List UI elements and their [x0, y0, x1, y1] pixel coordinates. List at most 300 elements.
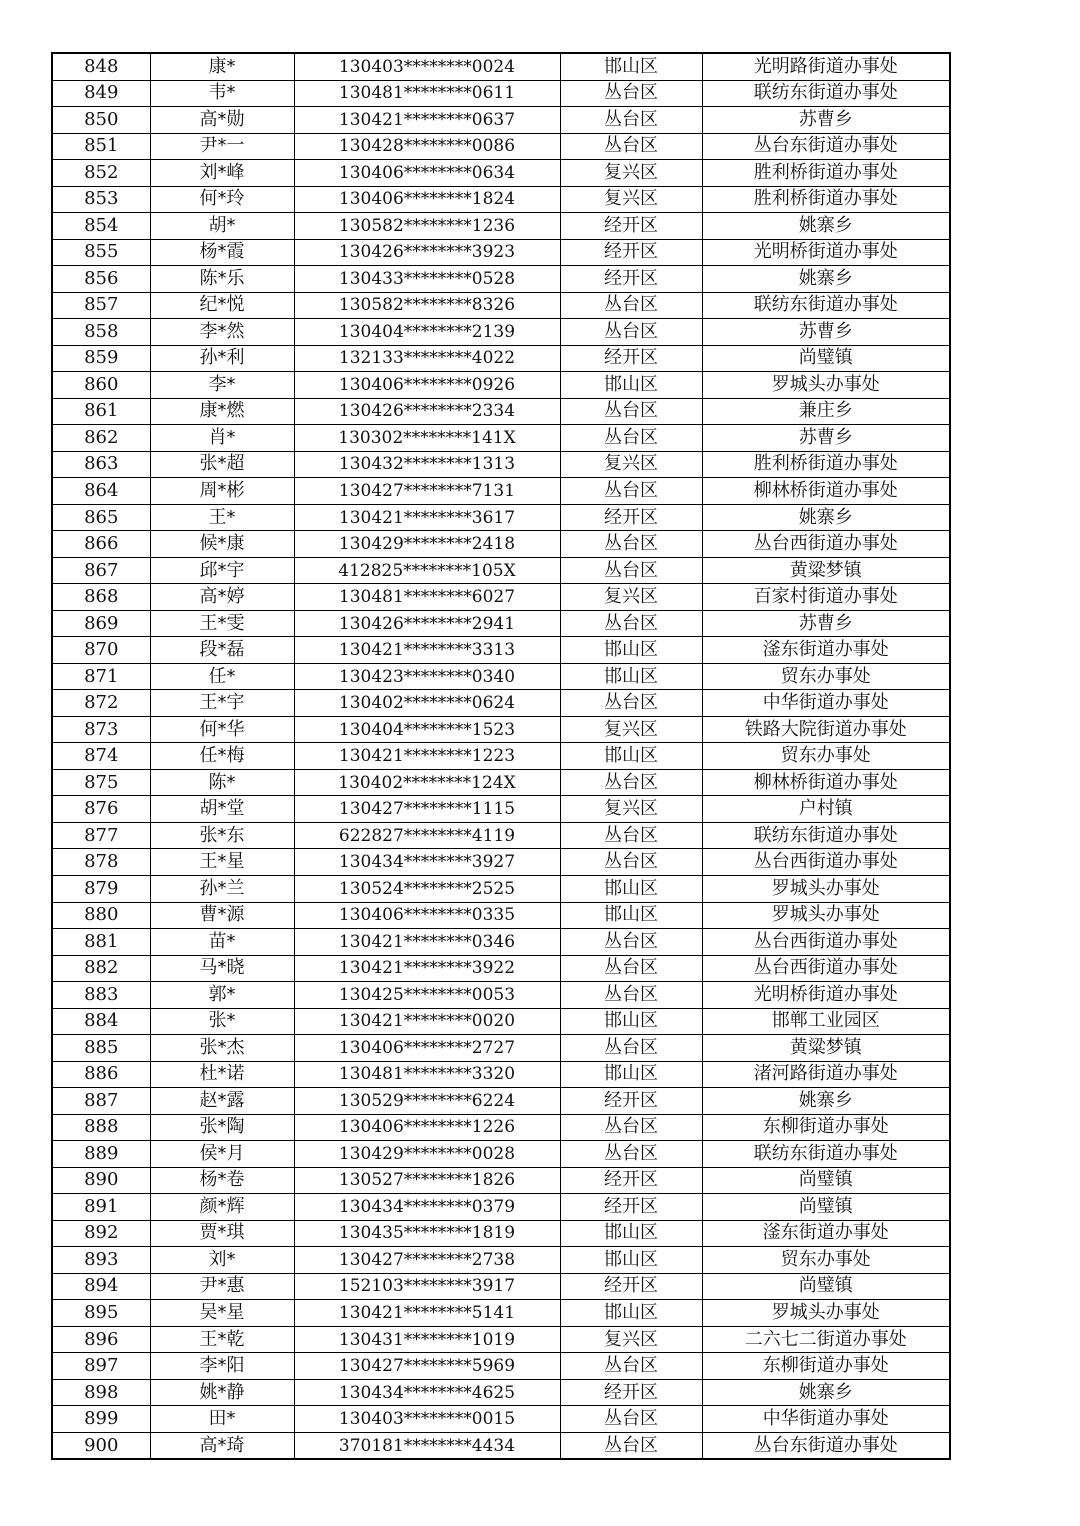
district-cell: 丛台区	[560, 292, 702, 319]
subdistrict-office-cell: 东柳街道办事处	[702, 1114, 950, 1141]
table-row	[52, 398, 950, 425]
subdistrict-office-cell: 丛台西街道办事处	[702, 929, 950, 956]
person-name-cell: 张*陶	[150, 1114, 294, 1141]
person-name-cell: 康*燃	[150, 398, 294, 425]
id-number-cell: 130421********0637	[294, 107, 560, 134]
person-name-cell: 纪*悦	[150, 292, 294, 319]
row-number-cell: 861	[52, 398, 150, 425]
district-cell: 邯山区	[560, 1247, 702, 1274]
roster-table	[51, 52, 951, 1460]
row-number-cell: 852	[52, 160, 150, 187]
row-number-cell: 848	[52, 53, 150, 80]
district-cell: 丛台区	[560, 1035, 702, 1062]
person-name-cell: 贾*琪	[150, 1220, 294, 1247]
person-name-cell: 何*华	[150, 716, 294, 743]
id-number-cell: 130406********0335	[294, 902, 560, 929]
table-row	[52, 875, 950, 902]
row-number-cell: 882	[52, 955, 150, 982]
table-row	[52, 451, 950, 478]
id-number-cell: 130481********3320	[294, 1061, 560, 1088]
person-name-cell: 任*梅	[150, 743, 294, 770]
person-name-cell: 张*东	[150, 822, 294, 849]
person-name-cell: 田*	[150, 1406, 294, 1433]
table-row	[52, 584, 950, 611]
person-name-cell: 王*星	[150, 849, 294, 876]
district-cell: 丛台区	[560, 107, 702, 134]
table-row	[52, 1379, 950, 1406]
subdistrict-office-cell: 滏东街道办事处	[702, 637, 950, 664]
district-cell: 经开区	[560, 213, 702, 240]
id-number-cell: 130421********3617	[294, 504, 560, 531]
row-number-cell: 895	[52, 1300, 150, 1327]
person-name-cell: 王*乾	[150, 1326, 294, 1353]
id-number-cell: 130404********2139	[294, 319, 560, 346]
person-name-cell: 张*	[150, 1008, 294, 1035]
person-name-cell: 颜*辉	[150, 1194, 294, 1221]
row-number-cell: 871	[52, 663, 150, 690]
district-cell: 复兴区	[560, 584, 702, 611]
row-number-cell: 873	[52, 716, 150, 743]
district-cell: 丛台区	[560, 822, 702, 849]
subdistrict-office-cell: 胜利桥街道办事处	[702, 451, 950, 478]
district-cell: 丛台区	[560, 557, 702, 584]
district-cell: 邯山区	[560, 902, 702, 929]
id-number-cell: 130427********1115	[294, 796, 560, 823]
id-number-cell: 130481********0611	[294, 80, 560, 107]
table-row	[52, 80, 950, 107]
district-cell: 经开区	[560, 504, 702, 531]
district-cell: 丛台区	[560, 690, 702, 717]
id-number-cell: 130429********2418	[294, 531, 560, 558]
subdistrict-office-cell: 光明桥街道办事处	[702, 239, 950, 266]
row-number-cell: 864	[52, 478, 150, 505]
row-number-cell: 889	[52, 1141, 150, 1168]
row-number-cell: 899	[52, 1406, 150, 1433]
person-name-cell: 张*超	[150, 451, 294, 478]
person-name-cell: 何*玲	[150, 186, 294, 213]
table-row	[52, 239, 950, 266]
subdistrict-office-cell: 户村镇	[702, 796, 950, 823]
district-cell: 丛台区	[560, 133, 702, 160]
person-name-cell: 孙*兰	[150, 875, 294, 902]
id-number-cell: 130433********0528	[294, 266, 560, 293]
subdistrict-office-cell: 联纺东街道办事处	[702, 1141, 950, 1168]
row-number-cell: 875	[52, 769, 150, 796]
person-name-cell: 任*	[150, 663, 294, 690]
person-name-cell: 李*阳	[150, 1353, 294, 1380]
table-row	[52, 266, 950, 293]
subdistrict-office-cell: 胜利桥街道办事处	[702, 186, 950, 213]
district-cell: 经开区	[560, 1194, 702, 1221]
id-number-cell: 130406********2727	[294, 1035, 560, 1062]
id-number-cell: 130403********0024	[294, 53, 560, 80]
district-cell: 丛台区	[560, 1353, 702, 1380]
row-number-cell: 879	[52, 875, 150, 902]
row-number-cell: 851	[52, 133, 150, 160]
person-name-cell: 曹*源	[150, 902, 294, 929]
row-number-cell: 859	[52, 345, 150, 372]
row-number-cell: 892	[52, 1220, 150, 1247]
row-number-cell: 850	[52, 107, 150, 134]
id-number-cell: 132133********4022	[294, 345, 560, 372]
id-number-cell: 130529********6224	[294, 1088, 560, 1115]
id-number-cell: 370181********4434	[294, 1432, 560, 1459]
subdistrict-office-cell: 苏曹乡	[702, 425, 950, 452]
row-number-cell: 896	[52, 1326, 150, 1353]
district-cell: 丛台区	[560, 929, 702, 956]
district-cell: 丛台区	[560, 610, 702, 637]
row-number-cell: 849	[52, 80, 150, 107]
subdistrict-office-cell: 罗城头办事处	[702, 372, 950, 399]
id-number-cell: 130406********0926	[294, 372, 560, 399]
district-cell: 经开区	[560, 239, 702, 266]
row-number-cell: 855	[52, 239, 150, 266]
person-name-cell: 韦*	[150, 80, 294, 107]
id-number-cell: 130427********2738	[294, 1247, 560, 1274]
table-row	[52, 504, 950, 531]
subdistrict-office-cell: 渚河路街道办事处	[702, 1061, 950, 1088]
person-name-cell: 王*	[150, 504, 294, 531]
district-cell: 邯山区	[560, 1008, 702, 1035]
district-cell: 丛台区	[560, 769, 702, 796]
table-row	[52, 1008, 950, 1035]
row-number-cell: 891	[52, 1194, 150, 1221]
row-number-cell: 853	[52, 186, 150, 213]
district-cell: 邯山区	[560, 53, 702, 80]
person-name-cell: 高*勋	[150, 107, 294, 134]
person-name-cell: 康*	[150, 53, 294, 80]
table-row	[52, 1088, 950, 1115]
district-cell: 邯山区	[560, 637, 702, 664]
table-row	[52, 663, 950, 690]
district-cell: 丛台区	[560, 1406, 702, 1433]
district-cell: 经开区	[560, 266, 702, 293]
id-number-cell: 622827********4119	[294, 822, 560, 849]
district-cell: 丛台区	[560, 1114, 702, 1141]
roster-table-body	[52, 53, 950, 1459]
person-name-cell: 王*雯	[150, 610, 294, 637]
person-name-cell: 郭*	[150, 982, 294, 1009]
id-number-cell: 130421********0020	[294, 1008, 560, 1035]
id-number-cell: 130582********8326	[294, 292, 560, 319]
table-row	[52, 1114, 950, 1141]
table-row	[52, 637, 950, 664]
subdistrict-office-cell: 联纺东街道办事处	[702, 80, 950, 107]
table-row	[52, 319, 950, 346]
row-number-cell: 883	[52, 982, 150, 1009]
table-row	[52, 1247, 950, 1274]
person-name-cell: 马*晓	[150, 955, 294, 982]
person-name-cell: 高*琦	[150, 1432, 294, 1459]
row-number-cell: 888	[52, 1114, 150, 1141]
id-number-cell: 130402********124X	[294, 769, 560, 796]
person-name-cell: 张*杰	[150, 1035, 294, 1062]
person-name-cell: 刘*峰	[150, 160, 294, 187]
row-number-cell: 872	[52, 690, 150, 717]
subdistrict-office-cell: 丛台西街道办事处	[702, 531, 950, 558]
person-name-cell: 周*彬	[150, 478, 294, 505]
subdistrict-office-cell: 丛台东街道办事处	[702, 133, 950, 160]
district-cell: 丛台区	[560, 1141, 702, 1168]
person-name-cell: 段*磊	[150, 637, 294, 664]
row-number-cell: 884	[52, 1008, 150, 1035]
table-row	[52, 186, 950, 213]
row-number-cell: 898	[52, 1379, 150, 1406]
subdistrict-office-cell: 贸东办事处	[702, 1247, 950, 1274]
id-number-cell: 130432********1313	[294, 451, 560, 478]
table-row	[52, 1300, 950, 1327]
district-cell: 丛台区	[560, 1432, 702, 1459]
subdistrict-office-cell: 中华街道办事处	[702, 1406, 950, 1433]
table-row	[52, 133, 950, 160]
person-name-cell: 胡*堂	[150, 796, 294, 823]
person-name-cell: 邱*宇	[150, 557, 294, 584]
row-number-cell: 857	[52, 292, 150, 319]
person-name-cell: 杨*卷	[150, 1167, 294, 1194]
subdistrict-office-cell: 中华街道办事处	[702, 690, 950, 717]
id-number-cell: 130435********1819	[294, 1220, 560, 1247]
subdistrict-office-cell: 东柳街道办事处	[702, 1353, 950, 1380]
id-number-cell: 130403********0015	[294, 1406, 560, 1433]
row-number-cell: 900	[52, 1432, 150, 1459]
district-cell: 丛台区	[560, 478, 702, 505]
subdistrict-office-cell: 姚寨乡	[702, 213, 950, 240]
district-cell: 丛台区	[560, 849, 702, 876]
district-cell: 邯山区	[560, 663, 702, 690]
district-cell: 经开区	[560, 345, 702, 372]
table-row	[52, 213, 950, 240]
row-number-cell: 874	[52, 743, 150, 770]
person-name-cell: 李*	[150, 372, 294, 399]
subdistrict-office-cell: 联纺东街道办事处	[702, 292, 950, 319]
id-number-cell: 130421********3313	[294, 637, 560, 664]
subdistrict-office-cell: 贸东办事处	[702, 663, 950, 690]
id-number-cell: 130434********0379	[294, 1194, 560, 1221]
id-number-cell: 130524********2525	[294, 875, 560, 902]
table-row	[52, 982, 950, 1009]
id-number-cell: 130426********2334	[294, 398, 560, 425]
id-number-cell: 130421********5141	[294, 1300, 560, 1327]
row-number-cell: 886	[52, 1061, 150, 1088]
district-cell: 丛台区	[560, 982, 702, 1009]
table-row	[52, 372, 950, 399]
table-row	[52, 902, 950, 929]
district-cell: 经开区	[560, 1273, 702, 1300]
district-cell: 复兴区	[560, 186, 702, 213]
table-row	[52, 743, 950, 770]
district-cell: 复兴区	[560, 451, 702, 478]
district-cell: 复兴区	[560, 1326, 702, 1353]
subdistrict-office-cell: 光明桥街道办事处	[702, 982, 950, 1009]
district-cell: 邯山区	[560, 743, 702, 770]
id-number-cell: 412825********105X	[294, 557, 560, 584]
table-row	[52, 769, 950, 796]
district-cell: 邯山区	[560, 875, 702, 902]
district-cell: 经开区	[560, 1379, 702, 1406]
subdistrict-office-cell: 丛台西街道办事处	[702, 849, 950, 876]
id-number-cell: 130429********0028	[294, 1141, 560, 1168]
person-name-cell: 吴*星	[150, 1300, 294, 1327]
subdistrict-office-cell: 尚璧镇	[702, 1167, 950, 1194]
person-name-cell: 胡*	[150, 213, 294, 240]
row-number-cell: 870	[52, 637, 150, 664]
district-cell: 邯山区	[560, 1061, 702, 1088]
person-name-cell: 尹*一	[150, 133, 294, 160]
id-number-cell: 130527********1826	[294, 1167, 560, 1194]
table-row	[52, 1220, 950, 1247]
row-number-cell: 858	[52, 319, 150, 346]
subdistrict-office-cell: 苏曹乡	[702, 610, 950, 637]
id-number-cell: 130421********1223	[294, 743, 560, 770]
table-row	[52, 478, 950, 505]
subdistrict-office-cell: 丛台东街道办事处	[702, 1432, 950, 1459]
district-cell: 丛台区	[560, 319, 702, 346]
table-row	[52, 531, 950, 558]
subdistrict-office-cell: 柳林桥街道办事处	[702, 478, 950, 505]
id-number-cell: 130421********3922	[294, 955, 560, 982]
subdistrict-office-cell: 铁路大院街道办事处	[702, 716, 950, 743]
subdistrict-office-cell: 苏曹乡	[702, 107, 950, 134]
table-row	[52, 292, 950, 319]
subdistrict-office-cell: 柳林桥街道办事处	[702, 769, 950, 796]
district-cell: 复兴区	[560, 716, 702, 743]
id-number-cell: 130434********3927	[294, 849, 560, 876]
row-number-cell: 869	[52, 610, 150, 637]
table-row	[52, 822, 950, 849]
subdistrict-office-cell: 滏东街道办事处	[702, 1220, 950, 1247]
subdistrict-office-cell: 邯郸工业园区	[702, 1008, 950, 1035]
subdistrict-office-cell: 百家村街道办事处	[702, 584, 950, 611]
row-number-cell: 893	[52, 1247, 150, 1274]
subdistrict-office-cell: 黄粱梦镇	[702, 557, 950, 584]
table-row	[52, 610, 950, 637]
row-number-cell: 865	[52, 504, 150, 531]
table-row	[52, 160, 950, 187]
id-number-cell: 130302********141X	[294, 425, 560, 452]
district-cell: 丛台区	[560, 955, 702, 982]
person-name-cell: 刘*	[150, 1247, 294, 1274]
person-name-cell: 陈*乐	[150, 266, 294, 293]
table-row	[52, 1273, 950, 1300]
person-name-cell: 苗*	[150, 929, 294, 956]
person-name-cell: 高*婷	[150, 584, 294, 611]
subdistrict-office-cell: 罗城头办事处	[702, 875, 950, 902]
id-number-cell: 130404********1523	[294, 716, 560, 743]
subdistrict-office-cell: 胜利桥街道办事处	[702, 160, 950, 187]
id-number-cell: 130425********0053	[294, 982, 560, 1009]
row-number-cell: 867	[52, 557, 150, 584]
subdistrict-office-cell: 光明路街道办事处	[702, 53, 950, 80]
district-cell: 复兴区	[560, 160, 702, 187]
person-name-cell: 孙*利	[150, 345, 294, 372]
row-number-cell: 854	[52, 213, 150, 240]
table-row	[52, 53, 950, 80]
table-row	[52, 1353, 950, 1380]
table-row	[52, 716, 950, 743]
row-number-cell: 885	[52, 1035, 150, 1062]
id-number-cell: 130434********4625	[294, 1379, 560, 1406]
person-name-cell: 杜*诺	[150, 1061, 294, 1088]
table-row	[52, 796, 950, 823]
row-number-cell: 856	[52, 266, 150, 293]
row-number-cell: 887	[52, 1088, 150, 1115]
id-number-cell: 130406********1226	[294, 1114, 560, 1141]
subdistrict-office-cell: 尚璧镇	[702, 1194, 950, 1221]
row-number-cell: 878	[52, 849, 150, 876]
id-number-cell: 130428********0086	[294, 133, 560, 160]
subdistrict-office-cell: 联纺东街道办事处	[702, 822, 950, 849]
row-number-cell: 890	[52, 1167, 150, 1194]
table-row	[52, 1406, 950, 1433]
table-row	[52, 345, 950, 372]
table-row	[52, 425, 950, 452]
person-name-cell: 侯*月	[150, 1141, 294, 1168]
person-name-cell: 赵*露	[150, 1088, 294, 1115]
person-name-cell: 候*康	[150, 531, 294, 558]
subdistrict-office-cell: 丛台西街道办事处	[702, 955, 950, 982]
id-number-cell: 130582********1236	[294, 213, 560, 240]
person-name-cell: 肖*	[150, 425, 294, 452]
table-row	[52, 929, 950, 956]
person-name-cell: 陈*	[150, 769, 294, 796]
id-number-cell: 130402********0624	[294, 690, 560, 717]
district-cell: 邯山区	[560, 1220, 702, 1247]
id-number-cell: 130426********3923	[294, 239, 560, 266]
id-number-cell: 152103********3917	[294, 1273, 560, 1300]
table-row	[52, 557, 950, 584]
table-row	[52, 1194, 950, 1221]
person-name-cell: 李*然	[150, 319, 294, 346]
subdistrict-office-cell: 黄粱梦镇	[702, 1035, 950, 1062]
row-number-cell: 877	[52, 822, 150, 849]
subdistrict-office-cell: 姚寨乡	[702, 1088, 950, 1115]
row-number-cell: 880	[52, 902, 150, 929]
id-number-cell: 130421********0346	[294, 929, 560, 956]
district-cell: 丛台区	[560, 80, 702, 107]
subdistrict-office-cell: 罗城头办事处	[702, 1300, 950, 1327]
id-number-cell: 130406********0634	[294, 160, 560, 187]
person-name-cell: 尹*惠	[150, 1273, 294, 1300]
id-number-cell: 130426********2941	[294, 610, 560, 637]
subdistrict-office-cell: 尚璧镇	[702, 1273, 950, 1300]
subdistrict-office-cell: 姚寨乡	[702, 266, 950, 293]
row-number-cell: 860	[52, 372, 150, 399]
subdistrict-office-cell: 贸东办事处	[702, 743, 950, 770]
row-number-cell: 881	[52, 929, 150, 956]
table-row	[52, 1326, 950, 1353]
row-number-cell: 863	[52, 451, 150, 478]
person-name-cell: 杨*霞	[150, 239, 294, 266]
table-row	[52, 1035, 950, 1062]
row-number-cell: 866	[52, 531, 150, 558]
row-number-cell: 894	[52, 1273, 150, 1300]
table-row	[52, 1167, 950, 1194]
subdistrict-office-cell: 二六七二街道办事处	[702, 1326, 950, 1353]
subdistrict-office-cell: 苏曹乡	[702, 319, 950, 346]
table-row	[52, 690, 950, 717]
table-row	[52, 107, 950, 134]
district-cell: 经开区	[560, 1167, 702, 1194]
subdistrict-office-cell: 姚寨乡	[702, 1379, 950, 1406]
district-cell: 丛台区	[560, 398, 702, 425]
subdistrict-office-cell: 兼庄乡	[702, 398, 950, 425]
subdistrict-office-cell: 姚寨乡	[702, 504, 950, 531]
subdistrict-office-cell: 罗城头办事处	[702, 902, 950, 929]
table-row	[52, 1141, 950, 1168]
id-number-cell: 130481********6027	[294, 584, 560, 611]
table-row	[52, 1061, 950, 1088]
table-row	[52, 955, 950, 982]
